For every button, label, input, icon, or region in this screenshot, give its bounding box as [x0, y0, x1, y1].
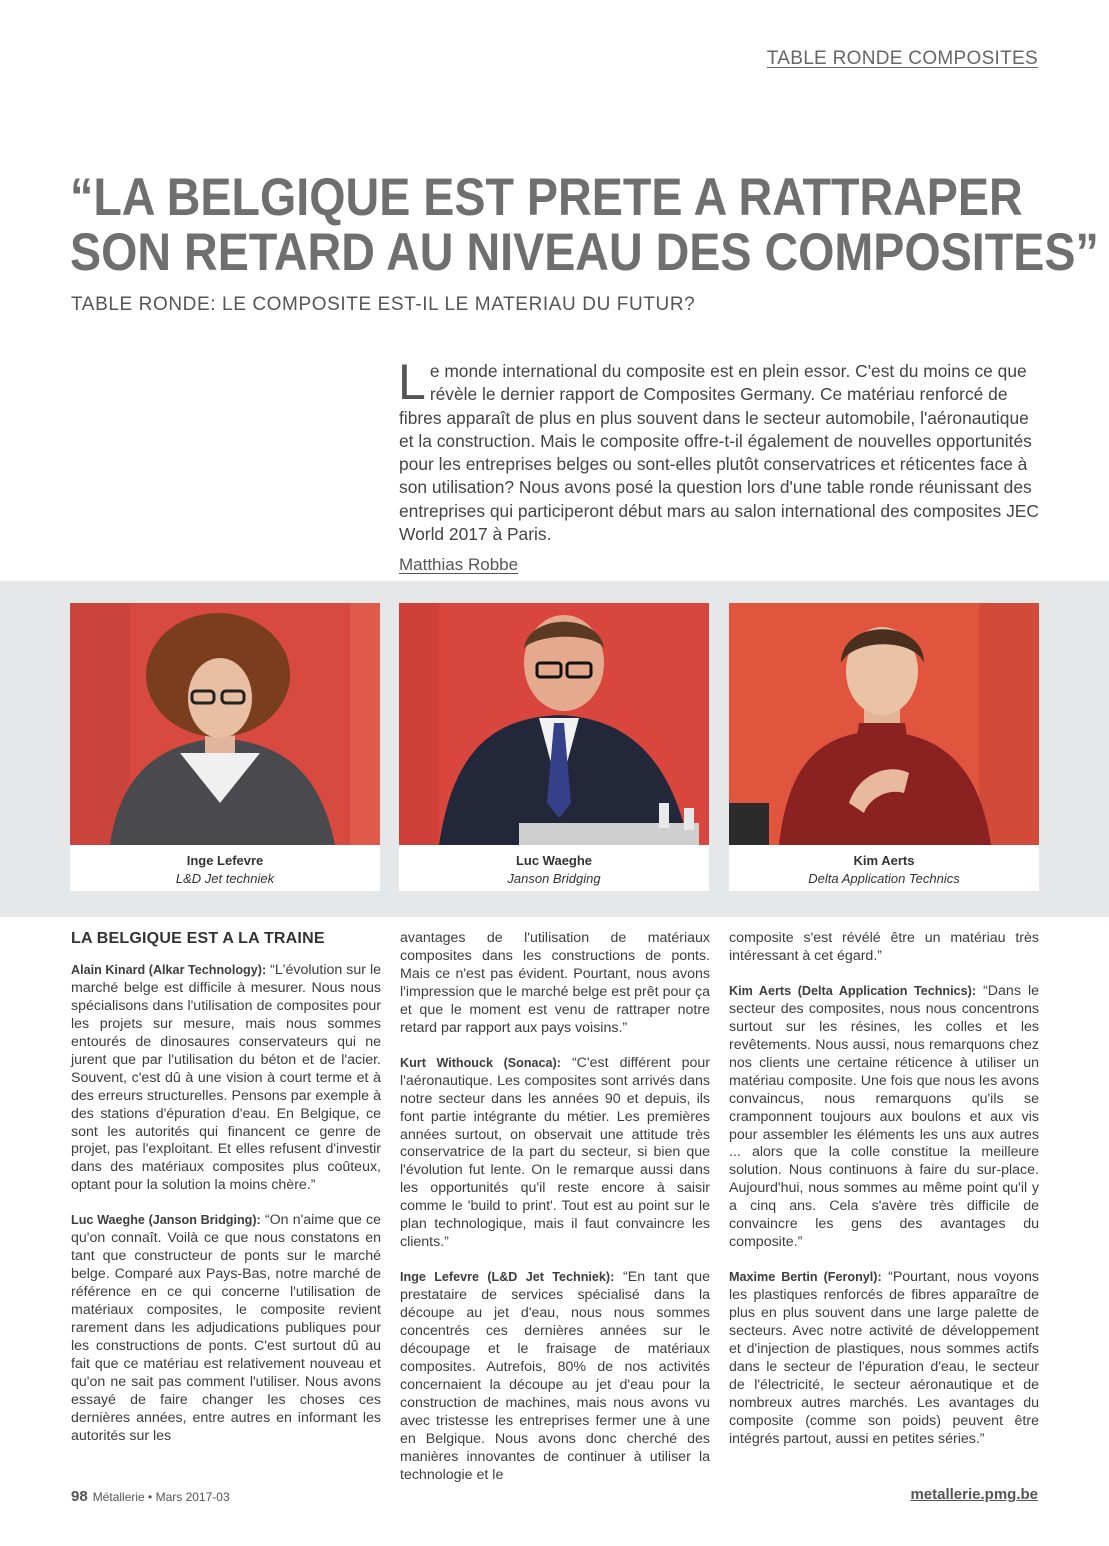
quote-paragraph — [400, 930, 710, 1038]
caption-company: Delta Application Technics — [808, 871, 960, 886]
quote-text: composite s'est révélé être un matériau très intéressant à cet égard.” — [729, 930, 1039, 964]
caption-company: L&D Jet techniek — [175, 871, 275, 886]
headline-line-1: “LA BELGIQUE EST PRETE A RATTRAPER — [70, 168, 1023, 227]
photo-card-2 — [399, 603, 709, 891]
section-label: TABLE RONDE COMPOSITES — [766, 48, 1038, 69]
photo-band — [0, 581, 1109, 917]
portrait-photo — [70, 603, 380, 845]
speaker-name: Inge Lefevre (L&D Jet Techniek): — [400, 1270, 615, 1285]
photo-card-1 — [70, 603, 380, 891]
speaker-name: Kim Aerts (Delta Application Technics): — [729, 983, 977, 998]
issue-label: Métallerie • Mars 2017-03 — [92, 1490, 230, 1504]
quote-text: “L'évolution sur le marché belge est difficile à mesurer. Nous nous spécialisons dans l'utilisation de composites pour les projets sur mesure, mais nous sommes entourés de dinosaures conservateurs qui ne jurent que par l'utilisation du béton et de l'acier. Souvent, c'est dû à une vision à court terme et à des erreurs structurelles. Pensons par exemple à des stations d'épuration d'eau. En Belgique, ce sont les autorités qui financent ce genre de projet, pas l'exploitant. Et elles refusent d'investir dans des matériaux composites plus coûteux, optant pour la solution la moins chère.” — [71, 961, 381, 1194]
article-column-3 — [729, 930, 1039, 1466]
quote-text: “Pourtant, nous voyons les plastiques renforcés de fibres apparaître de plus en plus souvent dans une large palette de secteurs. Avec notre activité de développement et d'injection de plastiques, nous sommes actifs dans le secteur de l'épuration d'eau, le secteur de l'électricité, le secteur aéronautique et de nombreux autres marchés. Les avantages du composite (comme son poids) peuvent être intégrés partout, aussi en petites séries.” — [729, 1269, 1039, 1447]
caption-name: Kim Aerts — [853, 853, 915, 868]
footer-left — [71, 1488, 230, 1505]
drop-cap: L — [398, 354, 426, 410]
lead-text: e monde international du composite est en plein essor. C'est du moins ce que révèle le dernier rapport de Composites Germany. Ce matériau renforcé de fibres apparaît de plus en plus souvent dans le secteur automobile, l'aéronautique et la construction. Mais le composite offre-t-il également de nouvelles opportunités pour les entreprises belges ou sont-elles plutôt conservatrices et réticentes face à son utilisation? Nous avons posé la question lors d'une table ronde réunissant des entreprises qui participeront début mars au salon international des composites JEC World 2017 à Paris. — [399, 361, 1039, 545]
quote-paragraph — [729, 1269, 1039, 1449]
speaker-name: Luc Waeghe (Janson Bridging): — [71, 1213, 261, 1228]
photo-card-3 — [729, 603, 1039, 891]
portrait-photo — [399, 603, 709, 845]
quote-paragraph — [400, 1055, 710, 1252]
quote-text: avantages de l'utilisation de matériaux composites dans les constructions de ponts. Mais ce n'est pas évident. Pourtant, nous avons l'impression que le marché belge est prêt pour ça et que le moment est venu de rattraper notre retard par rapport aux pays voisins.” — [400, 930, 710, 1036]
caption-company: Janson Bridging — [507, 871, 601, 886]
quote-text: “On n'aime que ce qu'on connaît. Voilà ce que nous constatons en tant que constructeur de ponts sur le marché belge. Comparé aux Pays-Bas, notre marché de référence en ce qui concerne l'utilisation de matériaux composites, le composite revient rarement dans les adjudications publiques pour les constructions de ponts. C'est surtout dû au fait que ce matériau est relativement nouveau et qu'on ne sait pas comment l'utiliser. Nous avons essayé de faire changer les choses ces dernières années, entre autres en informant les autorités sur les — [71, 1212, 381, 1444]
section-heading: LA BELGIQUE EST A LA TRAINE — [71, 930, 325, 947]
website-link[interactable]: metallerie.pmg.be — [910, 1486, 1038, 1503]
article-column-1 — [71, 930, 381, 1463]
caption-name: Luc Waeghe — [515, 853, 593, 868]
quote-text: “Dans le secteur des composites, nous nous concentrons surtout sur les résines, les colles et les revêtements. Nous aussi, nous remarquons chez nos clients une certaine réticence à utiliser un matériau composite. Une fois que nous les avons convaincus, nous remarquons qu'ils se cramponnent toujours aux boulons et aux vis pour assembler les éléments les uns aux autres ... alors que la colle constitue la meilleure solution. Nous continuons à faire du sur-place. Aujourd'hui, nous sommes au même point qu'il y a cinq ans. Cela s'avère très difficile de convaincre les gens des avantages du composite.” — [729, 982, 1039, 1251]
quote-paragraph — [400, 1269, 710, 1484]
caption-name: Inge Lefevre — [186, 853, 264, 868]
quote-paragraph — [729, 930, 1039, 966]
quote-text: “C'est différent pour l'aéronautique. Les composites sont arrivés dans notre secteur dans les années 90 et depuis, ils font partie intégrante du métier. Les premières années surtout, on observait une attitude très conservatrice de la part du secteur, si bien que l'évolution fut lente. On le remarque aussi dans les opportunités qu'il reste encore à saisir comme le 'build to print'. Tout est au point sur le plan technologique, mais il faut convaincre les clients.” — [400, 1054, 710, 1251]
page-number: 98 — [71, 1488, 88, 1505]
lead-paragraph — [398, 354, 1039, 546]
article-column-2 — [400, 930, 710, 1502]
quote-paragraph — [71, 962, 381, 1195]
photo-caption-2 — [399, 845, 709, 888]
quote-paragraph — [729, 983, 1039, 1252]
subheadline: TABLE RONDE: LE COMPOSITE EST-IL LE MATERIAU DU FUTUR? — [71, 294, 696, 315]
speaker-name: Maxime Bertin (Feronyl): — [729, 1270, 882, 1285]
photo-caption-3 — [729, 845, 1039, 888]
author-byline[interactable]: Matthias Robbe — [399, 555, 519, 574]
headline-line-2: SON RETARD AU NIVEAU DES COMPOSITES” — [70, 223, 1099, 282]
speaker-name: Alain Kinard (Alkar Technology): — [71, 962, 267, 977]
photo-caption-1 — [70, 845, 380, 888]
quote-text: “En tant que prestataire de services spécialisé dans la découpe au jet d'eau, nous nous sommes concentrés ces dernières années sur le découpage et le fraisage de matériaux composites. Autrefois, 80% de nos activités concernaient la découpe au jet d'eau pour la construction de machines, mais nous avons vu avec tristesse les entreprises fermer une à une en Belgique. Nous avons donc cherché des manières innovantes de continuer à utiliser la technologie et le — [400, 1269, 710, 1483]
speaker-name: Kurt Withouck (Sonaca): — [400, 1055, 561, 1070]
headline — [70, 168, 1099, 282]
quote-paragraph — [71, 1212, 381, 1445]
portrait-photo — [729, 603, 1039, 845]
